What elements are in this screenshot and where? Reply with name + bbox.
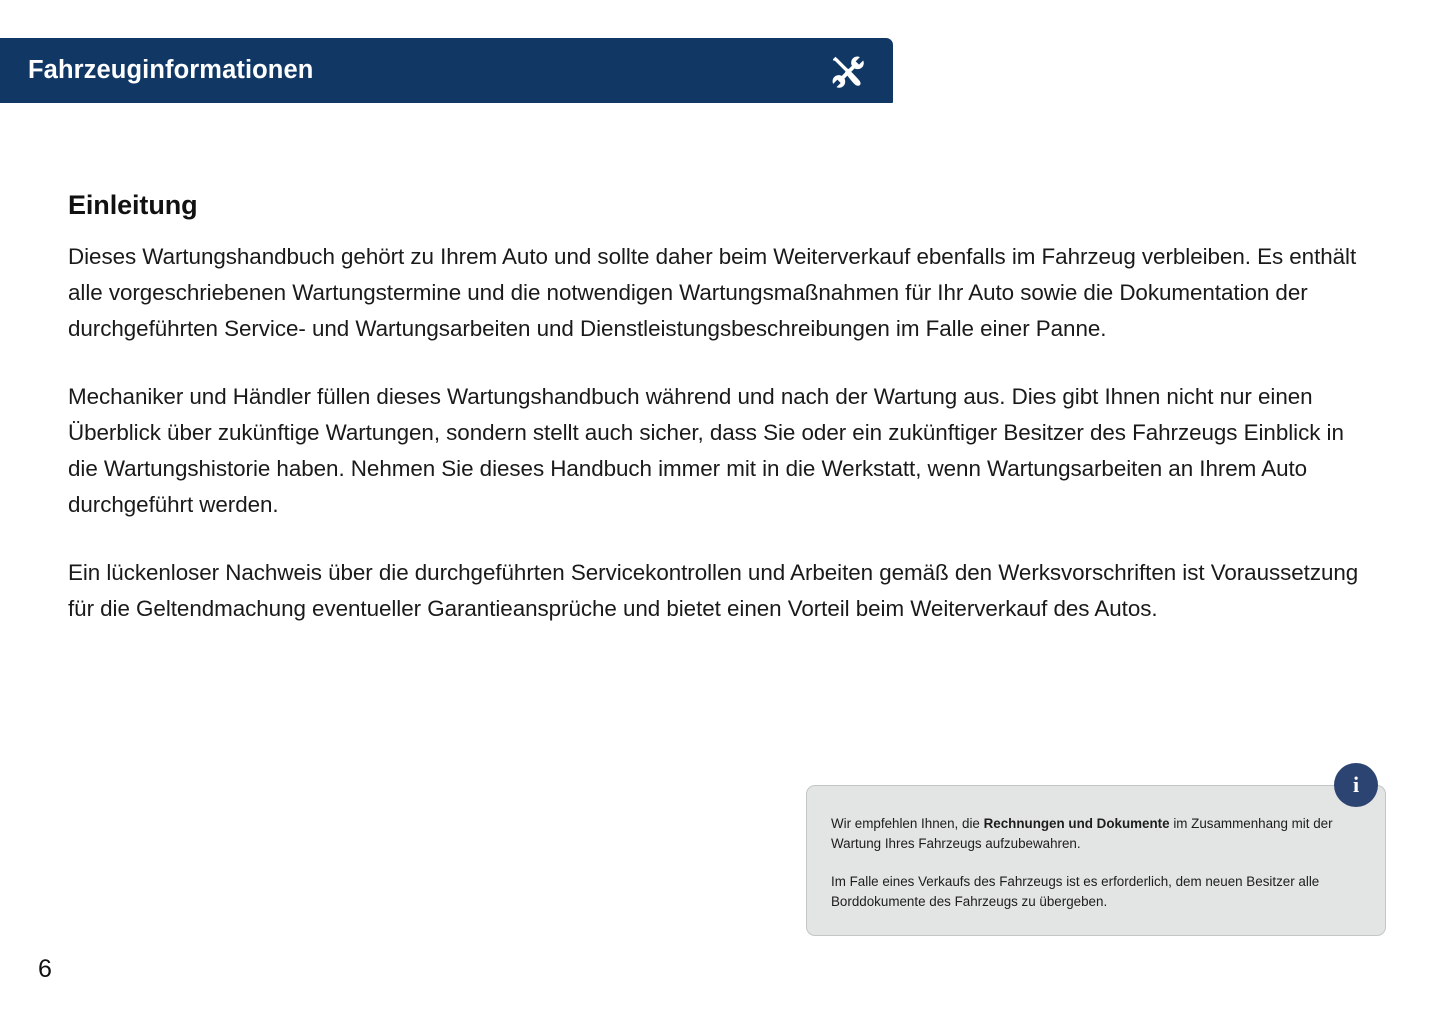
tools-screwdriver-wrench-icon <box>827 51 867 91</box>
info-callout-box <box>806 785 1386 936</box>
info-callout <box>806 772 1386 936</box>
info-paragraph-1 <box>831 814 1355 854</box>
body-paragraph-2: Mechaniker und Händler füllen dieses Wartungshandbuch während und nach der Wartung aus. Dies gibt Ihnen nicht nur einen Überblick über zukünftige Wartungen, sondern stellt auch sicher, dass Sie oder ein zukünftiger Besitzer des Fahrzeugs Einblick in die Wartungshistorie haben. Nehmen Sie dieses Handbuch immer mit in die Werkstatt, wenn Wartungsarbeiten an Ihrem Auto durchgeführt werden. <box>68 384 1344 518</box>
page-header-bar <box>0 38 893 103</box>
section-heading: Einleitung <box>68 190 198 220</box>
info-icon: i <box>1334 763 1378 807</box>
body-paragraph-3: Ein lückenloser Nachweis über die durchgeführten Servicekontrollen und Arbeiten gemäß den Werksvorschriften ist Voraussetzung für die Geltendmachung eventueller Garantieansprüche und bietet einen Vorteil beim Weiterverkauf des Autos. <box>68 560 1359 622</box>
page-header-title: Fahrzeuginformationen <box>28 55 314 84</box>
page-number: 6 <box>38 955 52 983</box>
info-paragraph-1-text-before: Wir empfehlen Ihnen, die <box>831 816 984 831</box>
main-content <box>68 190 1378 627</box>
body-paragraph-1: Dieses Wartungshandbuch gehört zu Ihrem Auto und sollte daher beim Weiterverkauf ebenfalls im Fahrzeug verbleiben. Es enthält alle vorgeschriebenen Wartungstermine und die notwendigen Wartungsmaßnahmen für Ihr Auto sowie die Dokumentation der durchgeführten Service- und Wartungsarbeiten und Dienstleistungsbeschreibungen im Falle einer Panne. <box>68 244 1357 342</box>
info-paragraph-1-text-after: im Zusammenhang mit der Wartung Ihres Fahrzeugs aufzubewahren. <box>831 816 1333 851</box>
info-paragraph-2: Im Falle eines Verkaufs des Fahrzeugs ist es erforderlich, dem neuen Besitzer alle Borddokumente des Fahrzeugs zu übergeben. <box>831 874 1320 909</box>
info-paragraph-1-emphasis: Rechnungen und Dokumente <box>983 816 1170 831</box>
